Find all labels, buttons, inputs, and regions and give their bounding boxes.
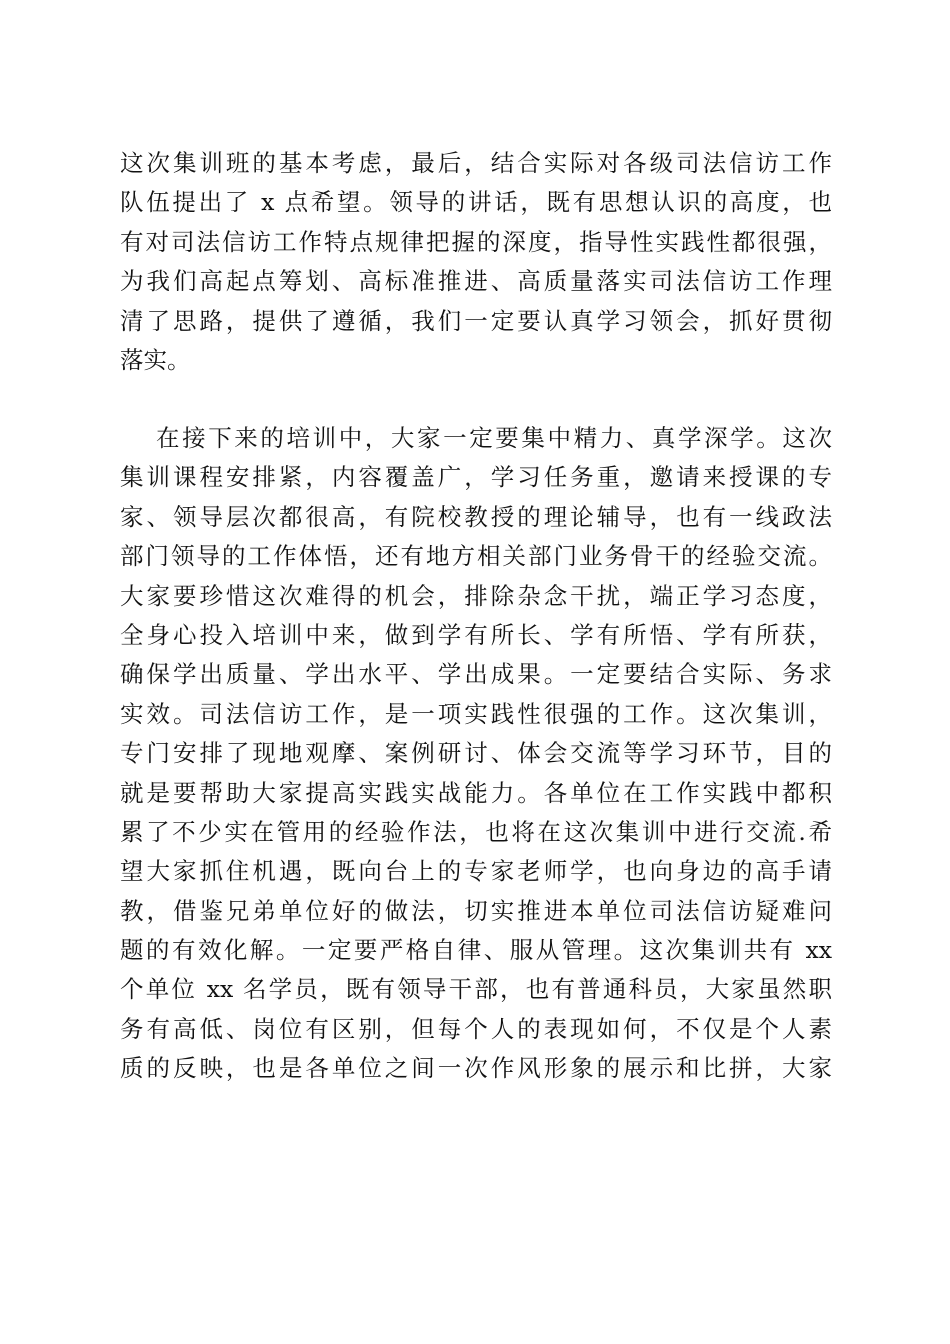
- text-line: 为我们高起点筹划、高标准推进、高质量落实司法信访工作理: [120, 267, 832, 296]
- text-line: 题的有效化解。一定要严格自律、服从管理。这次集训共有 xx: [120, 936, 832, 965]
- text-line: 清了思路，提供了遵循，我们一定要认真学习领会，抓好贯彻: [120, 306, 832, 335]
- text-line: 有对司法信访工作特点规律把握的深度，指导性实践性都很强，: [120, 227, 832, 256]
- text-line: 质的反映，也是各单位之间一次作风形象的展示和比拼，大家: [120, 1054, 832, 1083]
- text-line: 就是要帮助大家提高实践实战能力。各单位在工作实践中都积: [120, 778, 832, 807]
- text-line: 在接下来的培训中，大家一定要集中精力、真学深学。这次: [156, 424, 832, 452]
- text-line: 专门安排了现地观摩、案例研讨、体会交流等学习环节，目的: [120, 739, 832, 768]
- text-line: 队伍提出了 x 点希望。领导的讲话，既有思想认识的高度，也: [120, 188, 832, 217]
- text-line: 确保学出质量、学出水平、学出成果。一定要结合实际、务求: [120, 660, 832, 689]
- text-line: 个单位 xx 名学员，既有领导干部，也有普通科员，大家虽然职: [120, 975, 832, 1004]
- text-line: 落实。: [120, 345, 191, 374]
- paragraph-2: [120, 419, 832, 1089]
- text-line: 教，借鉴兄弟单位好的做法，切实推进本单位司法信访疑难问: [120, 896, 832, 925]
- text-line: 累了不少实在管用的经验作法，也将在这次集训中进行交流.希: [120, 817, 832, 846]
- text-line: 大家要珍惜这次难得的机会，排除杂念干扰，端正学习态度，: [120, 581, 832, 610]
- text-line: 家、领导层次都很高，有院校教授的理论辅导，也有一线政法: [120, 502, 832, 531]
- text-line: 望大家抓住机遇，既向台上的专家老师学，也向身边的高手请: [120, 857, 832, 886]
- text-line: 全身心投入培训中来，做到学有所长、学有所悟、学有所获，: [120, 620, 832, 649]
- text-line: 实效。司法信访工作，是一项实践性很强的工作。这次集训，: [120, 699, 832, 728]
- text-line: 务有高低、岗位有区别，但每个人的表现如何，不仅是个人素: [120, 1014, 832, 1043]
- paragraph-1: [120, 144, 832, 380]
- text-line: 这次集训班的基本考虑，最后，结合实际对各级司法信访工作: [120, 149, 832, 177]
- text-line: 部门领导的工作体悟，还有地方相关部门业务骨干的经验交流。: [120, 542, 832, 571]
- text-line: 集训课程安排紧，内容覆盖广，学习任务重，邀请来授课的专: [120, 463, 832, 492]
